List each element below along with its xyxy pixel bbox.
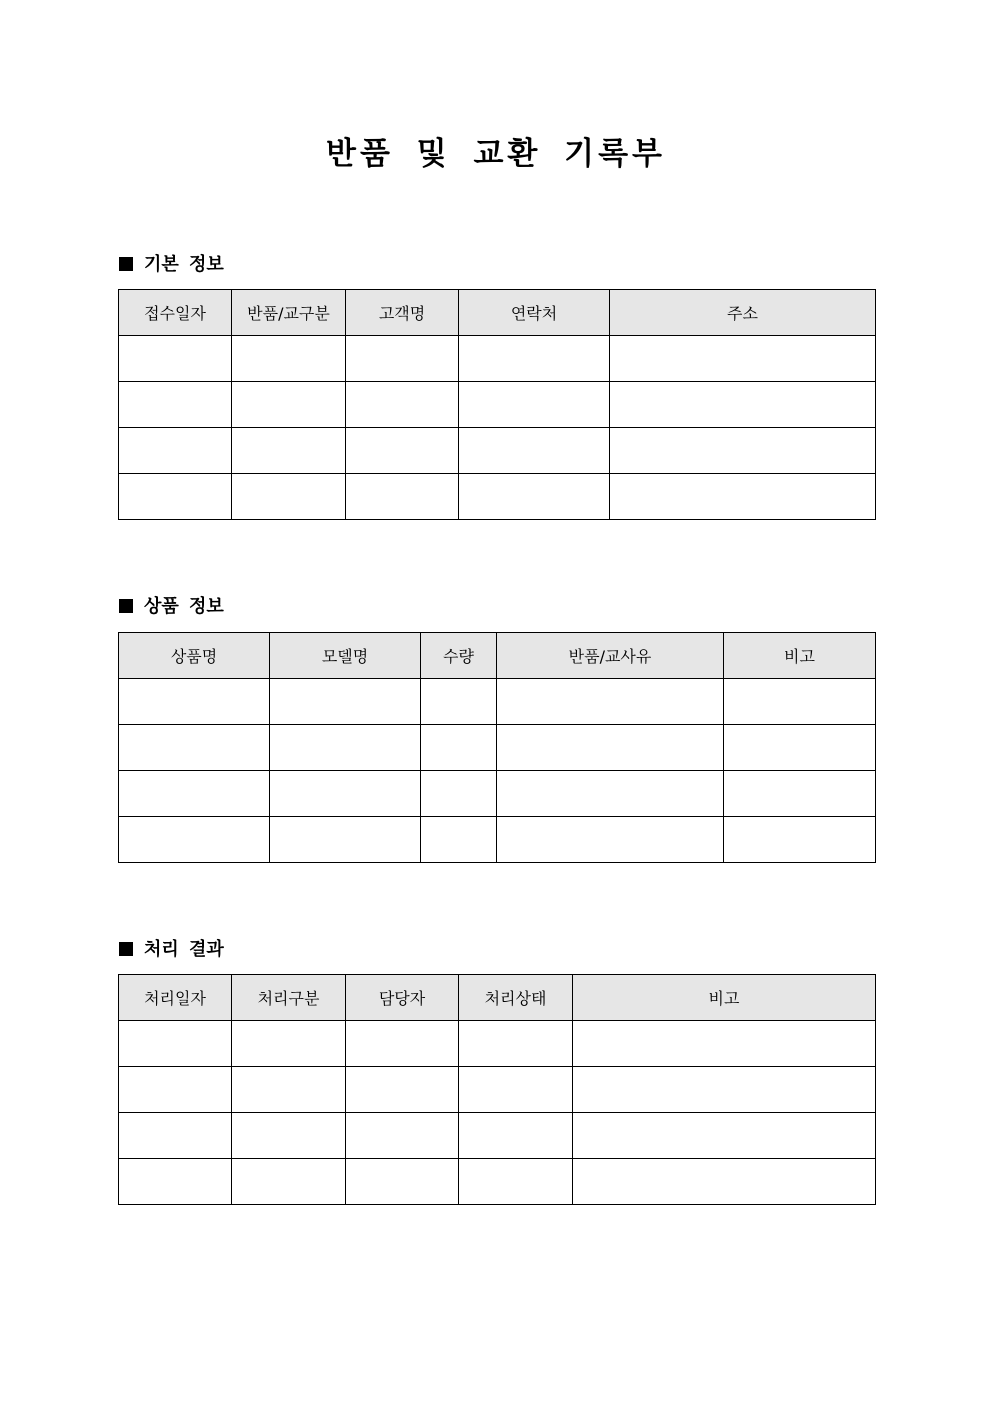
table-cell[interactable]: [459, 1021, 573, 1067]
table-cell[interactable]: [459, 382, 610, 428]
processing-result-table: [118, 974, 876, 1205]
column-header-model-name: 모델명: [270, 633, 421, 679]
column-header-quantity: 수량: [421, 633, 497, 679]
table-cell[interactable]: [119, 1021, 232, 1067]
column-header-processed-date: 처리일자: [119, 975, 232, 1021]
table-header-row: [119, 633, 876, 679]
section-heading-label: 상품 정보: [144, 596, 224, 617]
column-header-remarks: 비고: [724, 633, 876, 679]
document-title: 반품 및 교환 기록부: [326, 136, 666, 172]
table-cell[interactable]: [610, 382, 876, 428]
table-row: [119, 817, 876, 863]
column-header-return-exchange-reason: 반품/교사유: [497, 633, 724, 679]
column-header-product-name: 상품명: [119, 633, 270, 679]
section-heading-basic-info: [119, 253, 224, 277]
table-cell[interactable]: [497, 817, 724, 863]
table-cell[interactable]: [232, 1067, 346, 1113]
table-cell[interactable]: [270, 817, 421, 863]
section-heading-product-info: [119, 595, 224, 619]
column-header-remarks: 비고: [573, 975, 876, 1021]
table-cell[interactable]: [497, 679, 724, 725]
table-cell[interactable]: [232, 382, 346, 428]
table-cell[interactable]: [119, 474, 232, 520]
table-cell[interactable]: [573, 1021, 876, 1067]
table-cell[interactable]: [346, 382, 459, 428]
table-cell[interactable]: [346, 1159, 459, 1205]
table-row: [119, 1067, 876, 1113]
table-cell[interactable]: [497, 771, 724, 817]
table-header-row: [119, 975, 876, 1021]
table-row: [119, 725, 876, 771]
table-cell[interactable]: [610, 428, 876, 474]
table-row: [119, 474, 876, 520]
table-cell[interactable]: [421, 679, 497, 725]
table-cell[interactable]: [119, 382, 232, 428]
column-header-contact: 연락처: [459, 290, 610, 336]
section-heading-label: 처리 결과: [144, 939, 224, 960]
table-cell[interactable]: [119, 771, 270, 817]
square-bullet-icon: [119, 599, 133, 613]
table-cell[interactable]: [724, 771, 876, 817]
table-cell[interactable]: [119, 1159, 232, 1205]
table-cell[interactable]: [459, 336, 610, 382]
table-cell[interactable]: [232, 1021, 346, 1067]
table-cell[interactable]: [610, 474, 876, 520]
column-header-person-in-charge: 담당자: [346, 975, 459, 1021]
table-cell[interactable]: [119, 817, 270, 863]
table-cell[interactable]: [346, 1067, 459, 1113]
table-row: [119, 1159, 876, 1205]
table-cell[interactable]: [232, 1159, 346, 1205]
table-cell[interactable]: [346, 428, 459, 474]
basic-info-table: [118, 289, 876, 520]
column-header-processing-status: 처리상태: [459, 975, 573, 1021]
table-cell[interactable]: [232, 428, 346, 474]
section-heading-processing-result: [119, 938, 224, 962]
table-cell[interactable]: [232, 1113, 346, 1159]
table-cell[interactable]: [232, 336, 346, 382]
table-cell[interactable]: [346, 474, 459, 520]
column-header-received-date: 접수일자: [119, 290, 232, 336]
table-cell[interactable]: [724, 725, 876, 771]
table-header-row: [119, 290, 876, 336]
column-header-return-exchange-type: 반품/교구분: [232, 290, 346, 336]
column-header-customer-name: 고객명: [346, 290, 459, 336]
table-cell[interactable]: [459, 1113, 573, 1159]
table-cell[interactable]: [346, 336, 459, 382]
table-cell[interactable]: [270, 725, 421, 771]
column-header-processing-type: 처리구분: [232, 975, 346, 1021]
table-row: [119, 382, 876, 428]
table-cell[interactable]: [459, 1159, 573, 1205]
table-cell[interactable]: [459, 474, 610, 520]
square-bullet-icon: [119, 257, 133, 271]
table-cell[interactable]: [421, 817, 497, 863]
table-cell[interactable]: [270, 771, 421, 817]
table-cell[interactable]: [270, 679, 421, 725]
table-cell[interactable]: [119, 428, 232, 474]
table-cell[interactable]: [421, 725, 497, 771]
table-row: [119, 428, 876, 474]
table-cell[interactable]: [119, 336, 232, 382]
table-cell[interactable]: [459, 428, 610, 474]
table-cell[interactable]: [573, 1113, 876, 1159]
table-cell[interactable]: [610, 336, 876, 382]
table-cell[interactable]: [724, 679, 876, 725]
table-row: [119, 1021, 876, 1067]
table-cell[interactable]: [119, 1067, 232, 1113]
table-cell[interactable]: [232, 474, 346, 520]
table-cell[interactable]: [421, 771, 497, 817]
table-cell[interactable]: [346, 1113, 459, 1159]
product-info-table: [118, 632, 876, 863]
table-cell[interactable]: [119, 725, 270, 771]
table-row: [119, 771, 876, 817]
table-row: [119, 1113, 876, 1159]
table-cell[interactable]: [459, 1067, 573, 1113]
table-row: [119, 679, 876, 725]
section-heading-label: 기본 정보: [144, 254, 224, 275]
column-header-address: 주소: [610, 290, 876, 336]
table-cell[interactable]: [724, 817, 876, 863]
table-row: [119, 336, 876, 382]
table-cell[interactable]: [573, 1159, 876, 1205]
table-cell[interactable]: [346, 1021, 459, 1067]
table-cell[interactable]: [497, 725, 724, 771]
square-bullet-icon: [119, 942, 133, 956]
table-cell[interactable]: [119, 679, 270, 725]
table-cell[interactable]: [119, 1113, 232, 1159]
table-cell[interactable]: [573, 1067, 876, 1113]
